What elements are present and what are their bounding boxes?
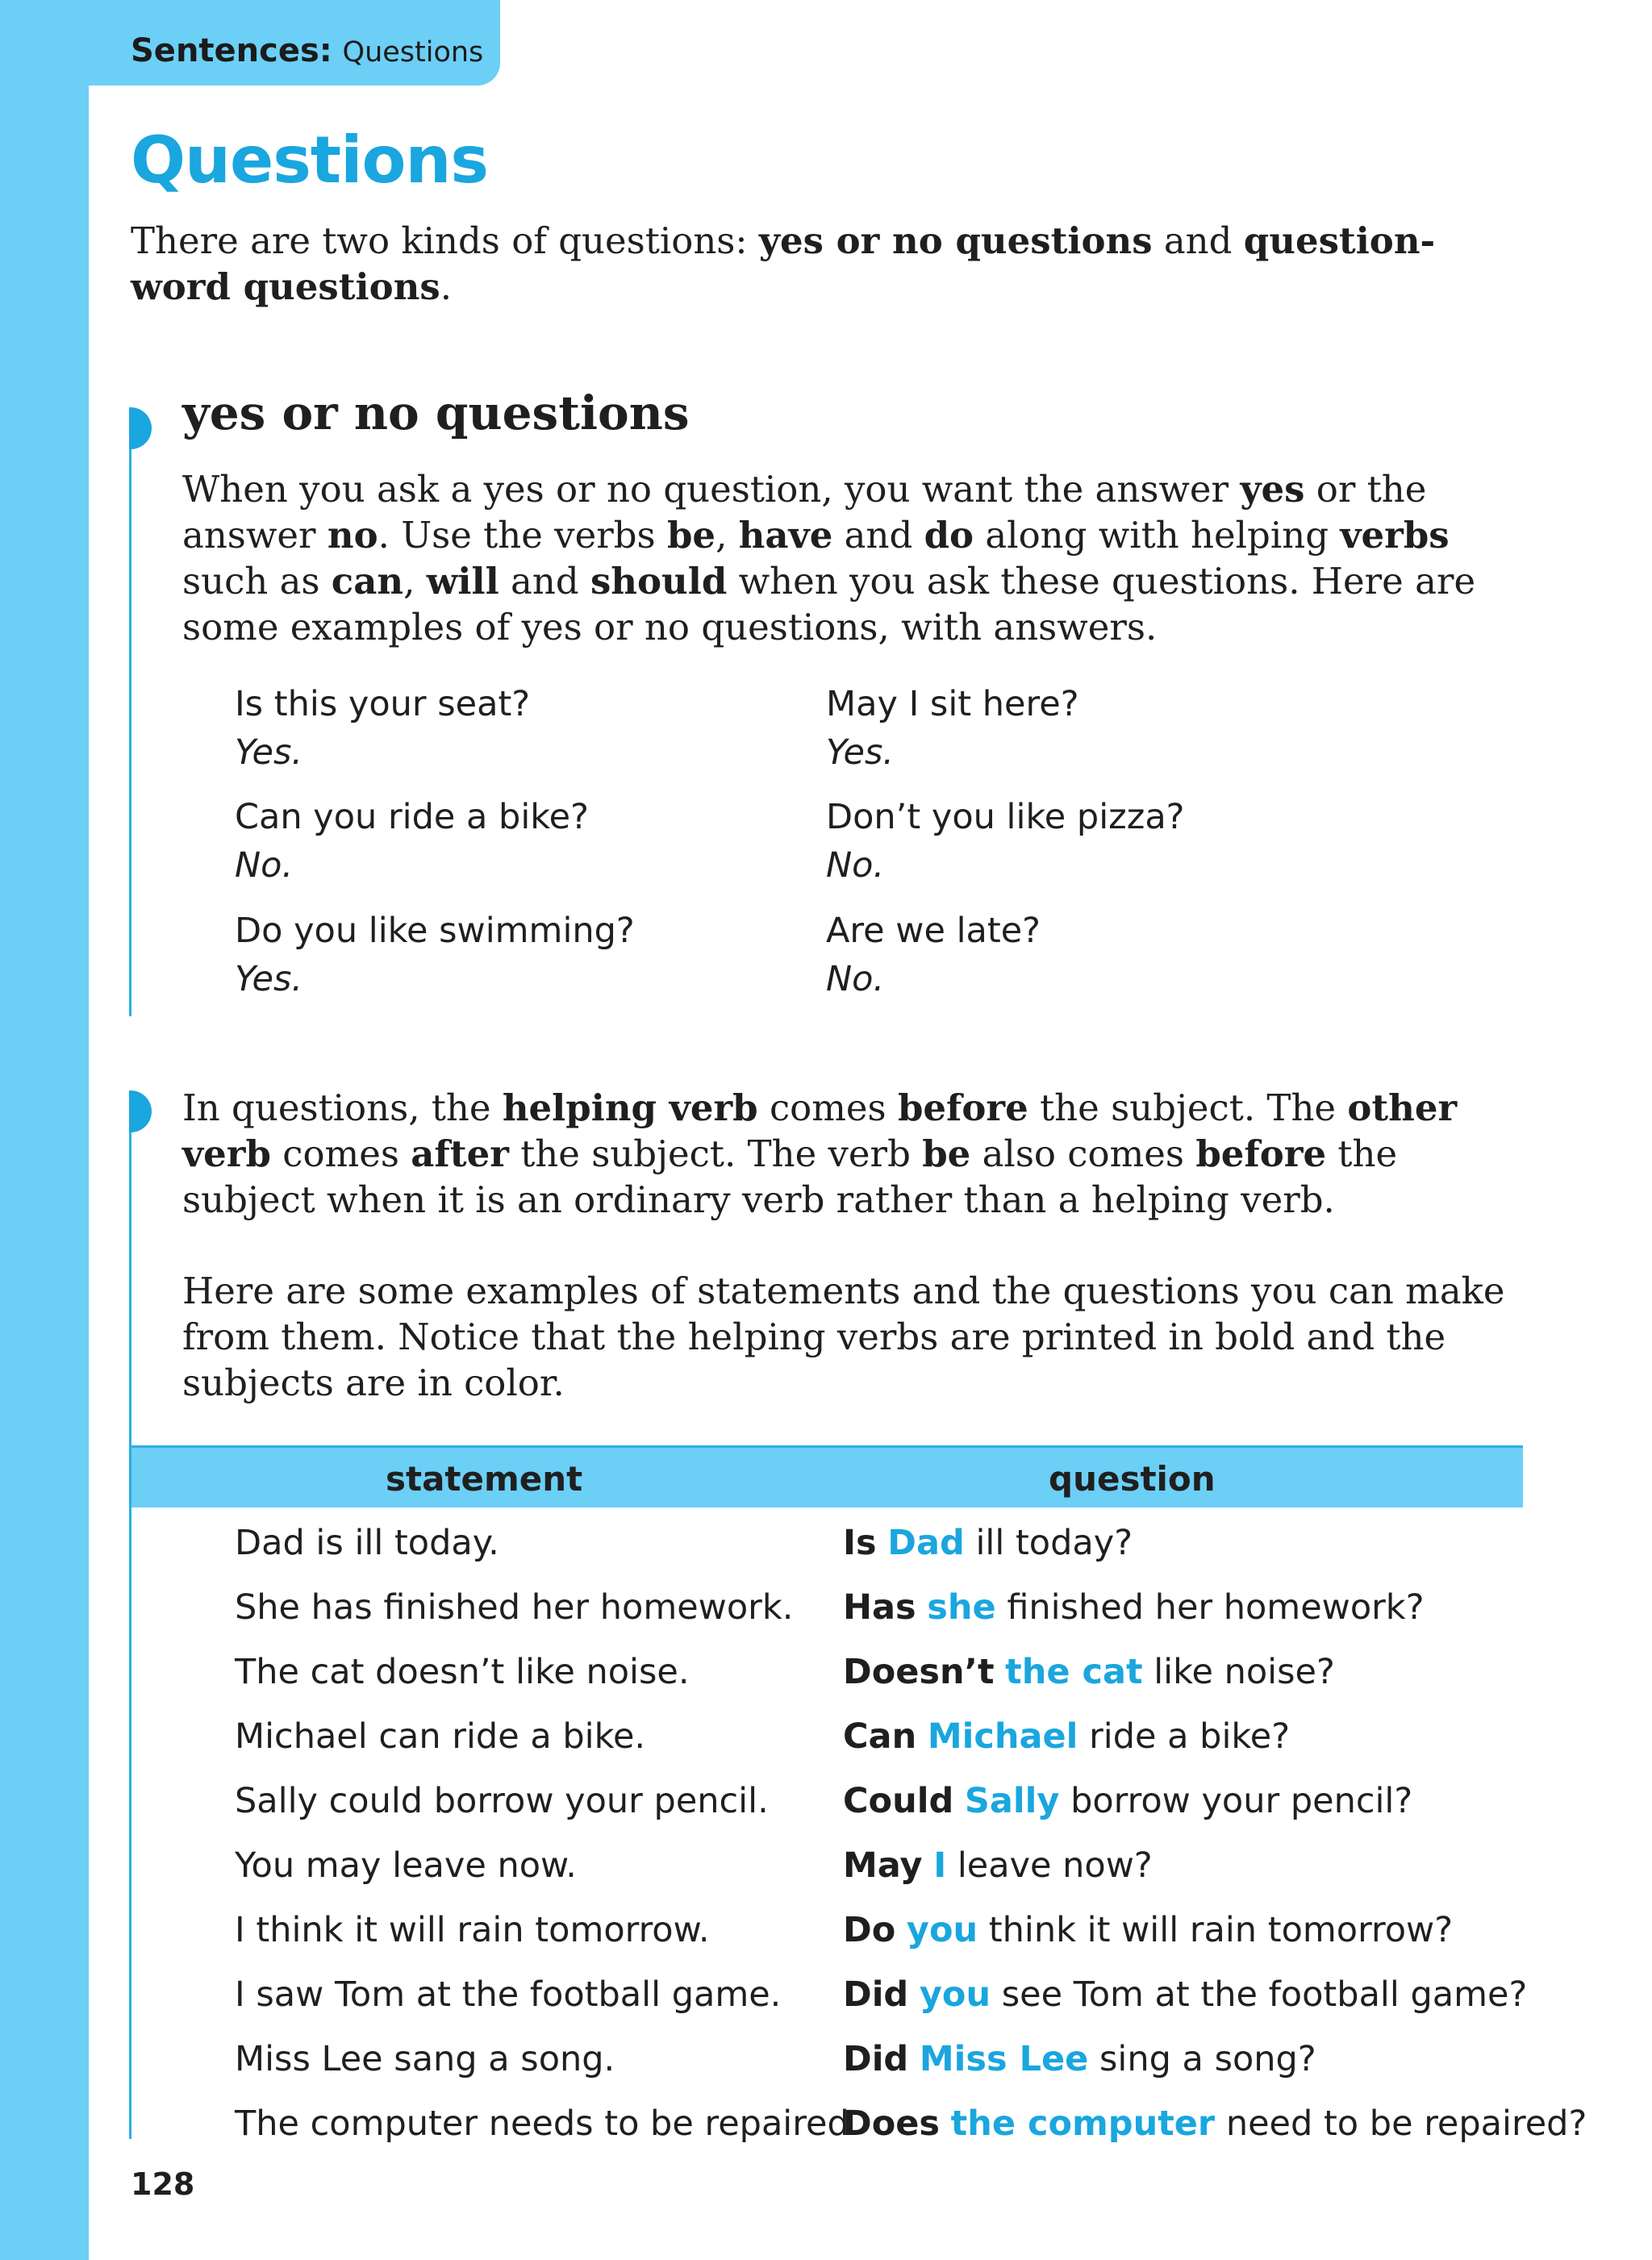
- examples-intro-paragraph: Here are some examples of statements and the questions you can make from them. Notice that the helping verbs are printed in bold and the subjects are in color.: [182, 1270, 1505, 1404]
- column-header-question: question: [1049, 1459, 1216, 1499]
- subject: the computer: [950, 2104, 1216, 2144]
- example-answer: Yes.: [826, 732, 895, 773]
- example-question: Are we late?: [826, 911, 1041, 951]
- para-text: also comes: [970, 1132, 1196, 1175]
- para-bold: other verb: [182, 1086, 1458, 1175]
- question-rest: leave now?: [957, 1845, 1153, 1886]
- statement-cell: I saw Tom at the football game.: [235, 1974, 782, 2015]
- example-pair: [235, 793, 589, 890]
- table-row: [0, 1710, 1652, 1774]
- section-name: Sentences:: [131, 32, 332, 69]
- para-bold: do: [924, 514, 974, 557]
- subject: Miss Lee: [919, 2039, 1089, 2079]
- para-text: In questions, the: [182, 1086, 503, 1129]
- helping-verb: Do: [843, 1910, 896, 1950]
- para-text: the subject. The verb: [508, 1132, 923, 1175]
- helping-verb: Did: [843, 1974, 909, 2015]
- example-pair: [235, 680, 530, 777]
- question-rest: ill today?: [975, 1523, 1133, 1563]
- question-rest: ride a bike?: [1089, 1716, 1291, 1757]
- para-text: the subject. The: [1028, 1086, 1348, 1129]
- question-rest: think it will rain tomorrow?: [988, 1910, 1454, 1950]
- statement-cell: Miss Lee sang a song.: [235, 2039, 615, 2079]
- example-pair: [826, 793, 1185, 890]
- para-text: when you ask these questions. Here are some examples of yes or no questions, with answers.: [182, 560, 1476, 648]
- example-question: Is this your seat?: [235, 684, 531, 724]
- para-bold: yes: [1240, 468, 1305, 511]
- question-cell: [843, 1523, 1133, 1563]
- section-rule: [129, 407, 131, 1016]
- question-rest: sing a song?: [1099, 2039, 1316, 2079]
- example-answer: No.: [826, 959, 885, 999]
- example-answer: Yes.: [235, 732, 303, 773]
- question-cell: [843, 1974, 1527, 2015]
- statement-cell: Sally could borrow your pencil.: [235, 1781, 769, 1821]
- helping-verb: Does: [843, 2104, 940, 2144]
- subject: Sally: [964, 1781, 1060, 1821]
- question-cell: [843, 1587, 1425, 1628]
- para-text: comes: [757, 1086, 898, 1129]
- para-text: and: [832, 514, 924, 557]
- table-row: [0, 1968, 1652, 2033]
- para-text: When you ask a yes or no question, you want the answer: [182, 468, 1241, 511]
- question-cell: [843, 1716, 1290, 1757]
- question-rest: borrow your pencil?: [1070, 1781, 1413, 1821]
- para-text: the subject when it is an ordinary verb rather than a helping verb.: [182, 1132, 1398, 1221]
- statement-cell: Dad is ill today.: [235, 1523, 499, 1563]
- subject: she: [927, 1587, 996, 1628]
- helping-verb: Can: [843, 1716, 917, 1757]
- section-label: [131, 32, 483, 69]
- example-answer: Yes.: [235, 959, 303, 999]
- helping-verb: Doesn’t: [843, 1652, 995, 1692]
- question-cell: [843, 1781, 1412, 1821]
- section-tab: [0, 0, 500, 85]
- subject: the cat: [1005, 1652, 1143, 1692]
- section-heading: yes or no questions: [182, 386, 690, 440]
- question-rest: need to be repaired?: [1225, 2104, 1587, 2144]
- subject: I: [933, 1845, 947, 1886]
- example-question: Do you like swimming?: [235, 911, 635, 951]
- example-question: May I sit here?: [826, 684, 1079, 724]
- para-bold: can: [331, 560, 404, 603]
- page-title: Questions: [131, 123, 489, 198]
- helping-verb: Could: [843, 1781, 954, 1821]
- helping-verb: Did: [843, 2039, 909, 2079]
- para-text: ,: [715, 514, 739, 557]
- table-row: [0, 2033, 1652, 2097]
- question-rest: like noise?: [1153, 1652, 1335, 1692]
- question-cell: [843, 1845, 1153, 1886]
- intro-bold: yes or no questions: [758, 219, 1153, 262]
- table-row: [0, 1516, 1652, 1581]
- intro-text: There are two kinds of questions:: [131, 219, 759, 262]
- statement-cell: I think it will rain tomorrow.: [235, 1910, 710, 1950]
- statement-cell: You may leave now.: [235, 1845, 577, 1886]
- para-text: ,: [403, 560, 427, 603]
- para-bold: will: [426, 560, 499, 603]
- table-row: [0, 1581, 1652, 1645]
- para-text: and: [499, 560, 590, 603]
- subject: Michael: [927, 1716, 1078, 1757]
- subject: you: [919, 1974, 991, 2015]
- para-bold: before: [1195, 1132, 1327, 1175]
- para-bold: after: [411, 1132, 509, 1175]
- para-bold: no: [327, 514, 378, 557]
- helping-verb: May: [843, 1845, 923, 1886]
- example-question: Can you ride a bike?: [235, 797, 589, 837]
- intro-bold: question-word questions: [131, 219, 1436, 308]
- subject: Dad: [887, 1523, 965, 1563]
- statement-cell: Michael can ride a bike.: [235, 1716, 646, 1757]
- table-row: [0, 1645, 1652, 1710]
- page-number: 128: [131, 2166, 195, 2202]
- example-answer: No.: [826, 845, 885, 886]
- question-rest: see Tom at the football game?: [1001, 1974, 1528, 2015]
- para-bold: be: [666, 514, 716, 557]
- question-cell: [843, 1910, 1453, 1950]
- question-cell: [843, 1652, 1335, 1692]
- table-row: [0, 1774, 1652, 1839]
- example-pair: [826, 680, 1079, 777]
- intro-text: .: [440, 265, 452, 308]
- helping-verb: Has: [843, 1587, 916, 1628]
- column-header-statement: statement: [386, 1459, 583, 1499]
- para-bold: be: [922, 1132, 971, 1175]
- statement-question-table: [0, 1516, 1652, 2162]
- example-pair: [826, 907, 1041, 1003]
- table-row: [0, 2097, 1652, 2162]
- intro-text: and: [1152, 219, 1244, 262]
- question-cell: [843, 2039, 1316, 2079]
- example-question: Don’t you like pizza?: [826, 797, 1185, 837]
- section-topic: Questions: [342, 36, 484, 69]
- section-marker: [129, 1090, 152, 1132]
- para-bold: verbs: [1340, 514, 1450, 557]
- statement-cell: She has finished her homework.: [235, 1587, 794, 1628]
- table-row: [0, 1839, 1652, 1903]
- para-text: or the answer: [182, 468, 1427, 557]
- para-bold: helping verb: [502, 1086, 758, 1129]
- yesno-paragraph: [182, 466, 1537, 650]
- subject: you: [906, 1910, 978, 1950]
- para-bold: before: [897, 1086, 1028, 1129]
- para-bold: should: [590, 560, 728, 603]
- example-pair: [235, 907, 635, 1003]
- example-answer: No.: [235, 845, 294, 886]
- section-marker: [129, 407, 152, 449]
- para-text: . Use the verbs: [378, 514, 667, 557]
- para-text: comes: [270, 1132, 411, 1175]
- question-cell: [843, 2104, 1587, 2144]
- para-text: such as: [182, 560, 332, 603]
- para-text: along with helping: [974, 514, 1341, 557]
- helping-verb: Is: [843, 1523, 877, 1563]
- order-paragraph: [182, 1085, 1537, 1223]
- question-rest: finished her homework?: [1007, 1587, 1425, 1628]
- statement-cell: The cat doesn’t like noise.: [235, 1652, 690, 1692]
- statement-cell: The computer needs to be repaired.: [235, 2104, 861, 2144]
- table-header: [131, 1445, 1523, 1507]
- para-bold: have: [738, 514, 833, 557]
- table-row: [0, 1903, 1652, 1968]
- intro-paragraph: [131, 218, 1518, 310]
